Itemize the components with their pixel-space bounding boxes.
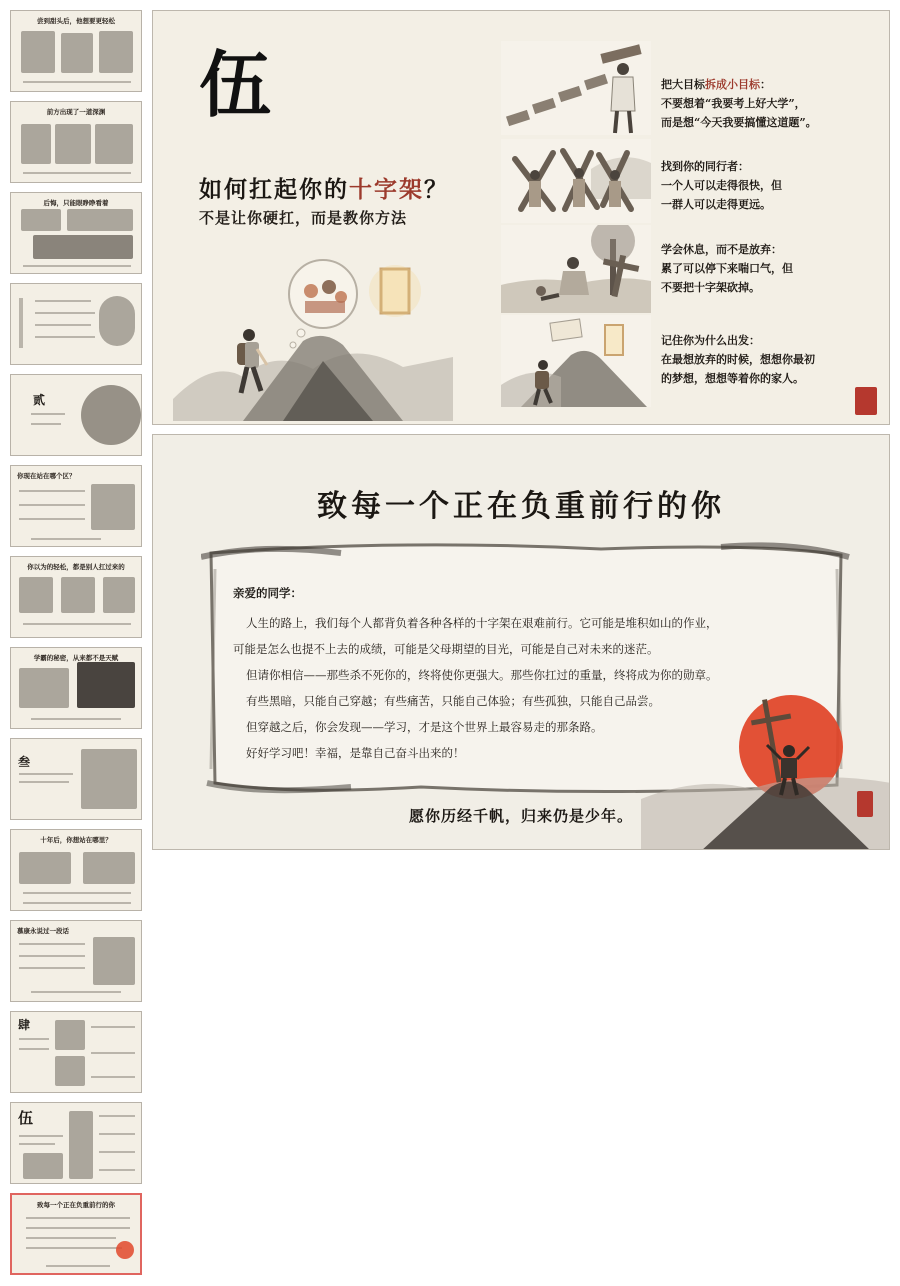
remember-why-you-started-illustration: [501, 315, 651, 407]
big-goal-to-small-goals-illustration: [501, 41, 651, 135]
thumbnail-section-char: 肆: [18, 1018, 31, 1032]
thumbnail-title: 后悔，只能眼睁睁看着: [43, 199, 109, 207]
slide-thumbnail-rail: [0, 0, 150, 1286]
thumbnail-title: 尝到甜头后，他想要更轻松: [37, 17, 115, 25]
thumbnail-title: 十年后，你想站在哪里？: [40, 836, 112, 844]
tip-find-companions: 找到你的同行者： 一个人可以走得很快，但 一群人可以走得更远。: [661, 160, 782, 211]
tip-remember-why: 记住你为什么出发： 在最想放弃的时候，想想你最初 的梦想，想想等着你的家人。: [661, 334, 815, 385]
slide-thumbnail-13[interactable]: [10, 1102, 142, 1184]
thumbnail-title: 前方出现了一道深渊: [46, 108, 106, 116]
companions-carrying-crosses-illustration: [501, 139, 651, 223]
resting-under-tree-illustration: [501, 225, 651, 313]
slide-thumbnail-2[interactable]: [10, 101, 142, 183]
thumbnail-title: 学霸的秘密，从来都不是天赋: [33, 654, 119, 662]
slide-how-to-carry-cross[interactable]: [152, 10, 890, 425]
slide-thumbnail-4[interactable]: [10, 283, 142, 365]
slide-thumbnail-14[interactable]: [10, 1193, 142, 1275]
slide-thumbnail-3[interactable]: [10, 192, 142, 274]
thumbnail-title: 致每一个正在负重前行的你: [37, 1201, 115, 1209]
thumbnail-section-char: 贰: [33, 393, 46, 407]
letter-body: [233, 585, 833, 766]
letter-greeting: 亲爱的同学：: [233, 586, 302, 600]
slide-thumbnail-7[interactable]: [10, 556, 142, 638]
thumbnail-title: 慕康永说过一段话: [17, 927, 69, 935]
slide-thumbnail-1[interactable]: [10, 10, 142, 92]
thumbnail-title: 你现在站在哪个区？: [17, 472, 76, 480]
red-seal-stamp: [855, 387, 877, 415]
letter-paragraph: 好好学习吧！幸福，是靠自己奋斗出来的！: [246, 746, 465, 760]
letter-paragraph: 人生的路上，我们每个人都背负着各种各样的十字架在艰难前行。它可能是堆积如山的作业，: [246, 616, 718, 630]
slide-letter-to-students[interactable]: [152, 434, 890, 850]
thumbnail-title: 你以为的轻松，都是别人扛过来的: [27, 563, 125, 571]
thumbnail-section-char: 叁: [18, 755, 31, 769]
section-number-char: 伍: [198, 42, 271, 127]
slide-thumbnail-5[interactable]: [10, 374, 142, 456]
slide-subtitle: 不是让你硬扛，而是教你方法: [199, 209, 408, 227]
slide-title: 如何扛起你的十字架？: [199, 176, 449, 203]
letter-paragraph: 有些黑暗，只能自己穿越；有些痛苦，只能自己体验；有些孤独，只能自己品尝。: [246, 694, 660, 708]
letter-paragraph: 但请你相信——那些杀不死你的，终将使你更强大。那些你扛过的重量，终将成为你的勋章。: [246, 668, 718, 682]
letter-closing: 愿你历经千帆，归来仍是少年。: [408, 807, 633, 825]
slide-thumbnail-10[interactable]: [10, 829, 142, 911]
tip-rest-not-quit: 学会休息，而不是放弃： 累了可以停下来喘口气，但 不要把十字架砍掉。: [661, 243, 793, 294]
slide-thumbnail-9[interactable]: [10, 738, 142, 820]
climber-illustration: [173, 249, 453, 421]
slide-thumbnail-12[interactable]: [10, 1011, 142, 1093]
slide-title: 致每一个正在负重前行的你: [317, 489, 725, 524]
slide-thumbnail-6[interactable]: [10, 465, 142, 547]
letter-paragraph: 可能是怎么也提不上去的成绩，可能是父母期望的目光，可能是自己对未来的迷茫。: [233, 642, 659, 656]
letter-paragraph: 但穿越之后，你会发现——学习，才是这个世界上最容易走的那条路。: [246, 720, 603, 734]
tip-break-down-goals: 把大目标拆成小目标： 不要想着“我要考上好大学”， 而是想“今天我要搞懂这道题”。: [661, 78, 817, 129]
slide-thumbnail-8[interactable]: [10, 647, 142, 729]
red-seal-stamp: [857, 791, 873, 817]
thumbnail-section-char: 伍: [18, 1109, 34, 1127]
slide-thumbnail-11[interactable]: [10, 920, 142, 1002]
